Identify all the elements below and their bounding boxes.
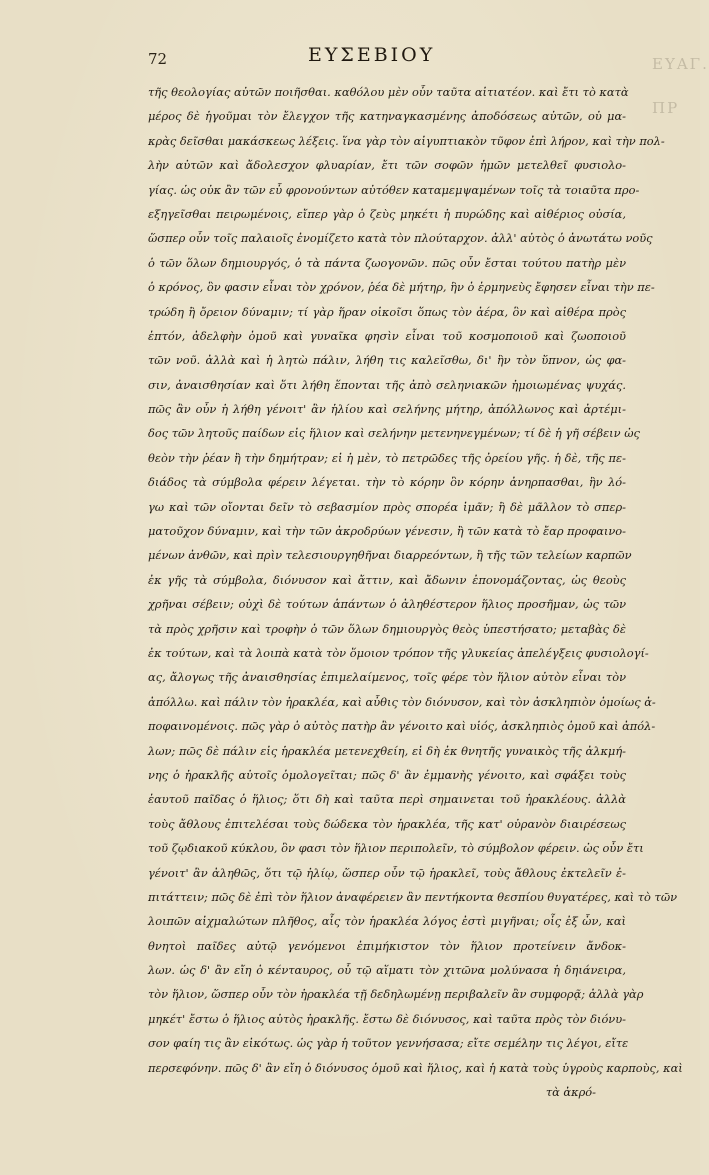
running-head: ΕΥΣΕΒΙΟΥ	[308, 44, 436, 66]
text-line: ματοῦχον δύναμιν, καὶ τὴν τῶν ἀκροδρύων γένεσιν, ἢ τῶν κατὰ τὸ ἔαρ προφαινο-	[148, 524, 626, 539]
text-line: μηκέτ' ἔστω ὁ ἥλιος αὐτὸς ἡρακλῆς. ἔστω δὲ διόνυσος, καὶ ταῦτα πρὸς τὸν διόνυ-	[148, 1011, 626, 1026]
text-line: λων; πῶς δὲ πάλιν εἰς ἡρακλέα μετενεχθείη, εἰ δὴ ἐκ θνητῆς γυναικὸς τῆς ἀλκμή-	[148, 743, 626, 758]
text-line: ποφαινομένοις. πῶς γὰρ ὁ αὐτὸς πατὴρ ἂν γένοιτο καὶ υἱός, ἀσκληπιὸς ὁμοῦ καὶ ἀπόλ-	[148, 719, 656, 734]
text-line: πῶς ἂν οὖν ἡ λήθη γένοιτ' ἂν ἡλίου καὶ σελήνης μήτηρ, ἀπόλλωνος καὶ ἀρτέμι-	[148, 402, 626, 417]
text-line: λὴν αὐτῶν καὶ ἄδολεσχον φλυαρίαν, ἔτι τῶν σοφῶν ἡμῶν μετελθεῖ φυσιολο-	[148, 158, 626, 173]
text-line: τοῦ ζῳδιακοῦ κύκλου, ὃν φασι τὸν ἥλιον περιπολεῖν, τὸ σύμβολον φέρειν. ὡς οὖν ἔτι	[148, 841, 644, 856]
text-line: μέρος δὲ ἡγοῦμαι τὸν ἔλεγχον τῆς κατηναγκασμένης ἀποδόσεως αὐτῶν, οὐ μα-	[148, 109, 626, 124]
text-line: γένοιτ' ἂν ἀληθῶς, ὅτι τῷ ἡλίῳ, ὥσπερ οὖν τῷ ἡρακλεῖ, τοὺς ἄθλους ἐκτελεῖν ἐ-	[148, 865, 626, 880]
text-line: θεὸν τὴν ῥέαν ἢ τὴν δημήτραν; εἰ ἡ μὲν, τὸ πετρῶδες τῆς ὀρείου γῆς. ἡ δὲ, τῆς πε-	[148, 450, 626, 465]
text-line: διάδος τὰ σύμβολα φέρειν λέγεται. τὴν τὸ κόρην ὃν κόρην ἀνηρπασθαι, ἣν λό-	[148, 475, 626, 490]
text-line: τὸν ἥλιον, ὥσπερ οὖν τὸν ἡρακλέα τῇ δεδηλωμένῃ περιβαλεῖν ἂν συμφορᾷ; ἀλλὰ γὰρ	[148, 987, 644, 1002]
text-line: ὁ τῶν ὅλων δημιουργός, ὁ τὰ πάντα ζωογονῶν. πῶς οὖν ἔσται τούτου πατὴρ μὲν	[148, 255, 626, 270]
text-line: ἐκ τούτων, καὶ τὰ λοιπὰ κατὰ τὸν ὅμοιον τρόπον τῆς γλυκείας ἀπελέγξεις φυσιολογί-	[148, 645, 649, 660]
body-text	[148, 80, 683, 1104]
text-line: εξηγεῖσθαι πειρωμένοις, εἴπερ γὰρ ὁ ζεὺς μηκέτι ἡ πυρώδης καὶ αἰθέριος οὐσία,	[148, 206, 626, 221]
text-line: τῆς θεολογίας αὐτῶν ποιῆσθαι. καθόλου μὲν οὖν ταῦτα αἰτιατέον. καὶ ἔτι τὸ κατὰ	[148, 85, 629, 99]
text-line: θνητοὶ παῖδες αὐτῷ γενόμενοι ἐπιμήκιστον τὸν ἥλιον προτείνειν ἄνδοκ-	[148, 938, 626, 953]
text-line: σιν, ἀναισθησίαν καὶ ὅτι λήθη ἕπονται τῆς ἀπὸ σεληνιακῶν ἡμοιωμένας ψυχάς.	[148, 377, 626, 392]
text-line: ἑπτόν, ἀδελφὴν ὁμοῦ καὶ γυναῖκα φησὶν εἶναι τοῦ κοσμοποιοῦ καὶ ζωοποιοῦ	[148, 328, 626, 343]
text-line: τὰ ἀκρό-	[545, 1085, 596, 1100]
text-line: τοὺς ἄθλους ἐπιτελέσαι τοὺς δώδεκα τὸν ἡρακλέα, τῆς κατ' οὐρανὸν διαιρέσεως	[148, 816, 626, 831]
text-line: χρῆναι σέβειν; οὐχὶ δὲ τούτων ἁπάντων ὁ ἀληθέστερον ἥλιος προσῆμαν, ὡς τῶν	[148, 597, 626, 612]
text-line: λοιπῶν αἰχμαλώτων πλῆθος, αἷς τὸν ἡρακλέα λόγος ἐστὶ μιγῆναι; οἷς ἐξ ὧν, καὶ	[148, 914, 626, 929]
bleed-through-text: ΕΥΑΓ. ΠΡ	[652, 55, 709, 117]
text-line: δος τῶν λητοῦς παίδων εἰς ἥλιον καὶ σελήνην μετενηνεγμένων; τί δὲ ἡ γῆ σέβειν ὡς	[148, 426, 640, 441]
text-line: περσεφόνην. πῶς δ' ἂν εἴη ὁ διόνυσος ὁμοῦ καὶ ἥλιος, καὶ ἡ κατὰ τοὺς ὑγροὺς καρποὺς, καὶ	[148, 1060, 683, 1075]
text-line: λων. ὡς δ' ἂν εἴη ὁ κένταυρος, οὗ τῷ αἵματι τὸν χιτῶνα μολύνασα ἡ δηιάνειρα,	[148, 963, 626, 978]
text-line: μένων ἀνθῶν, καὶ πρὶν τελεσιουργηθῆναι διαρρεόντων, ἢ τῆς τῶν τελείων καρπῶν	[148, 548, 632, 563]
page-number: 72	[148, 50, 168, 68]
text-line: σον φαίη τις ἂν εἰκότως. ὡς γὰρ ἡ τοῦτον γεννήσασα; εἴτε σεμέλην τις λέγοι, εἴτε	[148, 1036, 629, 1051]
text-line: γω καὶ τῶν οἴονται δεῖν τὸ σεβασμίον πρὸς σπορέα ἱμᾶν; ἢ δὲ μᾶλλον τὸ σπερ-	[148, 499, 626, 514]
text-line: πιτάττειν; πῶς δὲ ἐπὶ τὸν ἥλιον ἀναφέρειεν ἂν πεντήκοντα θεσπίου θυγατέρες, καὶ τὸ τῶν	[148, 889, 678, 904]
text-line: γίας. ὡς οὐκ ἂν τῶν εὖ φρονούντων αὐτόθεν καταμεμψαμένων τοῖς τὰ τοιαῦτα προ-	[148, 182, 640, 197]
text-line: ἐκ γῆς τὰ σύμβολα, διόνυσον καὶ ἄττιν, καὶ ἄδωνιν ἐπονομάζοντας, ὡς θεοὺς	[148, 572, 626, 587]
text-line: ἑαυτοῦ παῖδας ὁ ἥλιος; ὅτι δὴ καὶ ταῦτα περὶ σημαινεται τοῦ ἡρακλέους. ἀλλὰ	[148, 792, 626, 807]
text-line: τῶν νοῦ. ἀλλὰ καὶ ἡ λητὼ πάλιν, λήθη τις καλεῖσθω, δι' ἣν τὸν ὕπνον, ὡς φα-	[148, 353, 626, 368]
text-line: τὰ πρὸς χρῆσιν καὶ τροφὴν ὁ τῶν ὅλων δημιουργὸς θεὸς ὑπεστήσατο; μεταβὰς δὲ	[148, 621, 626, 636]
text-line: κρὰς δεῖσθαι μακάσκεως λέξεις. ἵνα γὰρ τὸν αἰγυπτιακὸν τῦφον ἐπὶ λήρον, καὶ τὴν πολ-	[148, 133, 665, 148]
text-line: τρώδη ἢ ὄρειον δύναμιν; τί γὰρ ἥραν οἰκοῖσι ὅπως τὸν ἀέρα, ὃν καὶ αἰθέρα πρὸς	[148, 304, 626, 319]
text-line: ὥσπερ οὖν τοῖς παλαιοῖς ἐνομίζετο κατὰ τὸν πλούταρχον. ἀλλ' αὐτὸς ὁ ἀνωτάτω νοῦς	[148, 231, 653, 246]
text-line: ας, ἄλογως τῆς ἀναισθησίας ἐπιμελαίμενος, τοῖς φέρε τὸν ἥλιον αὐτὸν εἶναι τὸν	[148, 670, 626, 685]
text-line: ὁ κρόνος, ὃν φασιν εἶναι τὸν χρόνον, ῥέα δὲ μήτηρ, ἣν ὁ ἑρμηνεὺς ἔφησεν εἶναι τὴν πε-	[148, 280, 655, 295]
text-line: νης ὁ ἡρακλῆς αὐτοῖς ὁμολογεῖται; πῶς δ' ἂν ἐμμανὴς γένοιτο, καὶ σφάξει τοὺς	[148, 767, 626, 782]
text-line: ἀπόλλω. καὶ πάλιν τὸν ἡρακλέα, καὶ αὖθις τὸν διόνυσον, καὶ τὸν ἀσκληπιὸν ὁμοίως ἀ-	[148, 694, 656, 709]
